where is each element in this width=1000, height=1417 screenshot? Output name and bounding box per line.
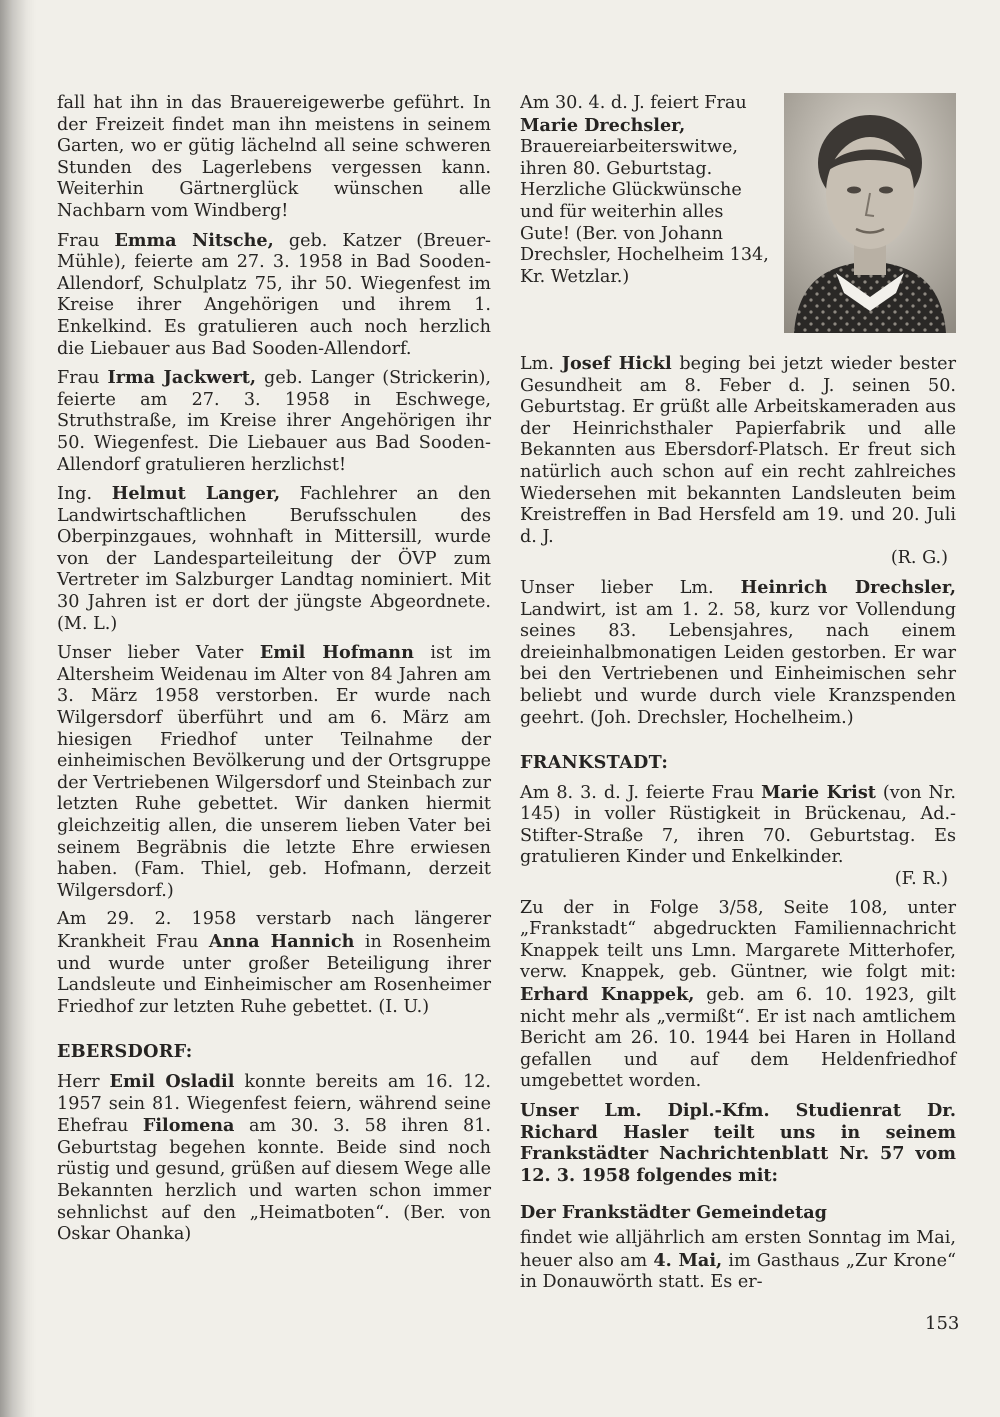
person-name: Emma Nitsche, [114,229,274,251]
text: Unser lieber Vater [57,643,260,664]
text: Lm. [520,354,562,374]
person-name: Helmut Langer, [111,483,281,505]
text: geb. Langer (Strickerin), feierte am 27. 3. 1958 in Eschwege, Struthstraße, im Kreise ihrer Angehörigen ihr 50. Wiegenfest. Die Liebauer aus Bad Sooden-Allendorf gratulieren herzlichst! [57,368,491,475]
person-name: Emil Hofmann [259,642,414,664]
person-name: Anna Hannich [208,930,355,952]
article-emma-nitsche [57,230,491,361]
article-irma-jackwert [57,367,491,476]
right-column [520,93,956,1301]
text: in Rosenheim und wurde unter großer Beteiligung ihrer Landsleute und Einheimischer am Rosenheimer Friedhof zur letzten Ruhe gebettet. (I. U.) [57,931,491,1017]
person-name: Josef Hickl [561,353,672,374]
article-anna-hannich [57,909,491,1018]
article-hasler-intro: Unser Lm. Dipl.-Kfm. Studienrat Dr. Richard Hasler teilt uns in seinem Frankstädter Nachrichtenblatt Nr. 57 vom 12. 3. 1958 folgendes mit: [520,1100,956,1186]
text: Am 29. 2. 1958 verstarb nach längerer Krankheit Frau [57,909,491,952]
article-marie-drechsler [520,93,956,337]
text: am 30. 3. 58 ihren 81. Geburtstag begehen konnte. Beide sind noch rüstig und gesund, grüßen auf diesem Wege alle Bekannten herzlich und warten schon immer sehnlichst auf den „Heimatboten“. (Ber. von Oskar Ohanka) [57,1116,491,1245]
text: geb. am 6. 10. 1923, gilt nicht mehr als „vermißt“. Er ist nach amtlichem Bericht am 26. 10. 1944 bei Haren in Holland gefallen und auf dem Heldenfriedhof umgebettet worden. [520,985,956,1092]
text: Brauereiarbeiterswitwe, ihren 80. Geburtstag. Herzliche Glückwünsche und für weiterhin alles Gute! (Ber. von Johann Drechsler, Hochelheim 134, Kr. Wetzlar.) [520,137,769,287]
author-initials: (R. G.) [890,548,948,569]
person-name: Marie Drechsler, [520,114,686,136]
text: findet wie alljährlich am ersten Sonntag im Mai, heuer also am [520,1227,956,1271]
article-marie-krist [520,782,956,869]
text: Frau [57,368,108,389]
left-column [57,93,491,1253]
person-name: Erhard Knappek, [520,984,695,1006]
portrait-woman-image [784,93,956,333]
event-date: 4. Mai, [653,1249,723,1271]
text: im Gasthaus „Zur Krone“ in Donauwörth statt. Es er- [520,1250,956,1293]
page-number: 153 [925,1313,960,1334]
section-heading-frankstadt: FRANKSTADT: [520,752,669,774]
person-name: Marie Krist [761,781,876,803]
article-josef-hickl [520,353,956,548]
text: Am 8. 3. d. J. feierte Frau [520,782,762,803]
text: (von Nr. 145) in voller Rüstigkeit in Brückenau, Ad.-Stifter-Straße 7, ihren 70. Geburtstag. Es gratulieren Kinder und Enkelkinder. [520,782,956,868]
article-emil-osladil [57,1071,491,1246]
author-initials: (F. R.) [894,869,948,890]
text: konnte bereits am 16. 12. 1957 sein 81. Wiegenfest feiern, während seine Ehefrau [57,1071,491,1137]
article-heinrich-drechsler [520,577,956,729]
text: ist im Altersheim Weidenau im Alter von 84 Jahren am 3. März 1958 verstorben. Er wurde nach Wilgersdorf überführt und am 6. März am hiesigen Friedhof unter Teilnahme der einheimischen Bevölkerung und der Ortsgruppe der Vertriebenen Wilgersdorf und Steinbach zur letzten Ruhe gebettet. Wir danken hiermit gleichzeitig allen, die unserem lieben Vater bei seinem Begräbnis die letzte Ehre erwiesen haben. (Fam. Thiel, geb. Hofmann, derzeit Wilgersdorf.) [57,643,491,901]
person-name: Heinrich Drechsler, [740,576,956,598]
article-gemeindetag [520,1228,956,1294]
text: Unser lieber Lm. [520,577,741,598]
text: geb. Katzer (Breuer-Mühle), feierte am 27. 3. 1958 in Bad Sooden-Allendorf, Schulplatz 75, ihr 50. Wiegenfest im Kreise ihrer Angehörigen und ihrem 1. Enkelkind. Es gratulieren auch noch herzlich die Liebauer aus Bad Sooden-Allendorf. [57,230,491,359]
person-name: Emil Osladil [109,1070,235,1092]
article-erhard-knappek [520,898,956,1093]
section-heading-ebersdorf: EBERSDORF: [57,1041,193,1063]
text: Herr [57,1071,110,1092]
subheading-gemeindetag: Der Frankstädter Gemeindetag [520,1202,827,1224]
text: Ing. [57,484,112,505]
article-windberg: fall hat ihn in das Brauereigewerbe geführt. In der Freizeit findet man ihn meistens in seinem Garten, wo er gütig lächelnd all seine schweren Stunden des Lagerlebens vergessen kann. Weiterhin Gärtnerglück wünschen alle Nachbarn vom Windberg! [57,93,491,221]
text: Frau [57,230,115,251]
article-emil-hofmann [57,642,491,902]
text: Fachlehrer an den Landwirtschaftlichen Berufsschulen des Oberpinzgaues, wohnhaft in Mittersill, wurde von der Landesparteileitung der ÖVP zum Vertreter im Salzburger Landtag nominiert. Mit 30 Jahren ist er dort der jüngste Abgeordnete. (M. L.) [57,484,491,634]
person-name: Irma Jackwert, [107,367,257,389]
text: Zu der in Folge 3/58, Seite 108, unter „Frankstadt“ abgedruckten Familiennachricht Knappek teilt uns Lmn. Margarete Mitterhofer, verw. Knappek, geb. Güntner, wie folgt mit: [520,897,956,983]
text: Landwirt, ist am 1. 2. 58, kurz vor Vollendung seines 83. Lebensjahres, nach einem dreieinhalbmonatigen Leiden gestorben. Er war bei den Vertriebenen und Einheimischen sehr beliebt und wurde durch viele Kranzspenden geehrt. (Joh. Drechsler, Hochelheim.) [520,599,956,728]
page-gutter-shadow [0,0,36,1417]
text: beging bei jetzt wieder bester Gesundheit am 8. Feber d. J. seinen 50. Geburtstag. Er grüßt alle Arbeitskameraden aus der Heinrichsthaler Papierfabrik und alle Bekannten aus Ebersdorf-Platsch. Er freut sich natürlich auch schon auf ein recht zahlreiches Wiedersehen mit bekannten Landsleuten beim Kreistreffen in Bad Hersfeld am 19. und 20. Juli d. J. [520,354,956,547]
person-name: Filomena [142,1115,235,1137]
text: Am 30. 4. d. J. feiert Frau [520,93,747,113]
article-helmut-langer [57,483,491,635]
portrait-photo [784,93,956,333]
